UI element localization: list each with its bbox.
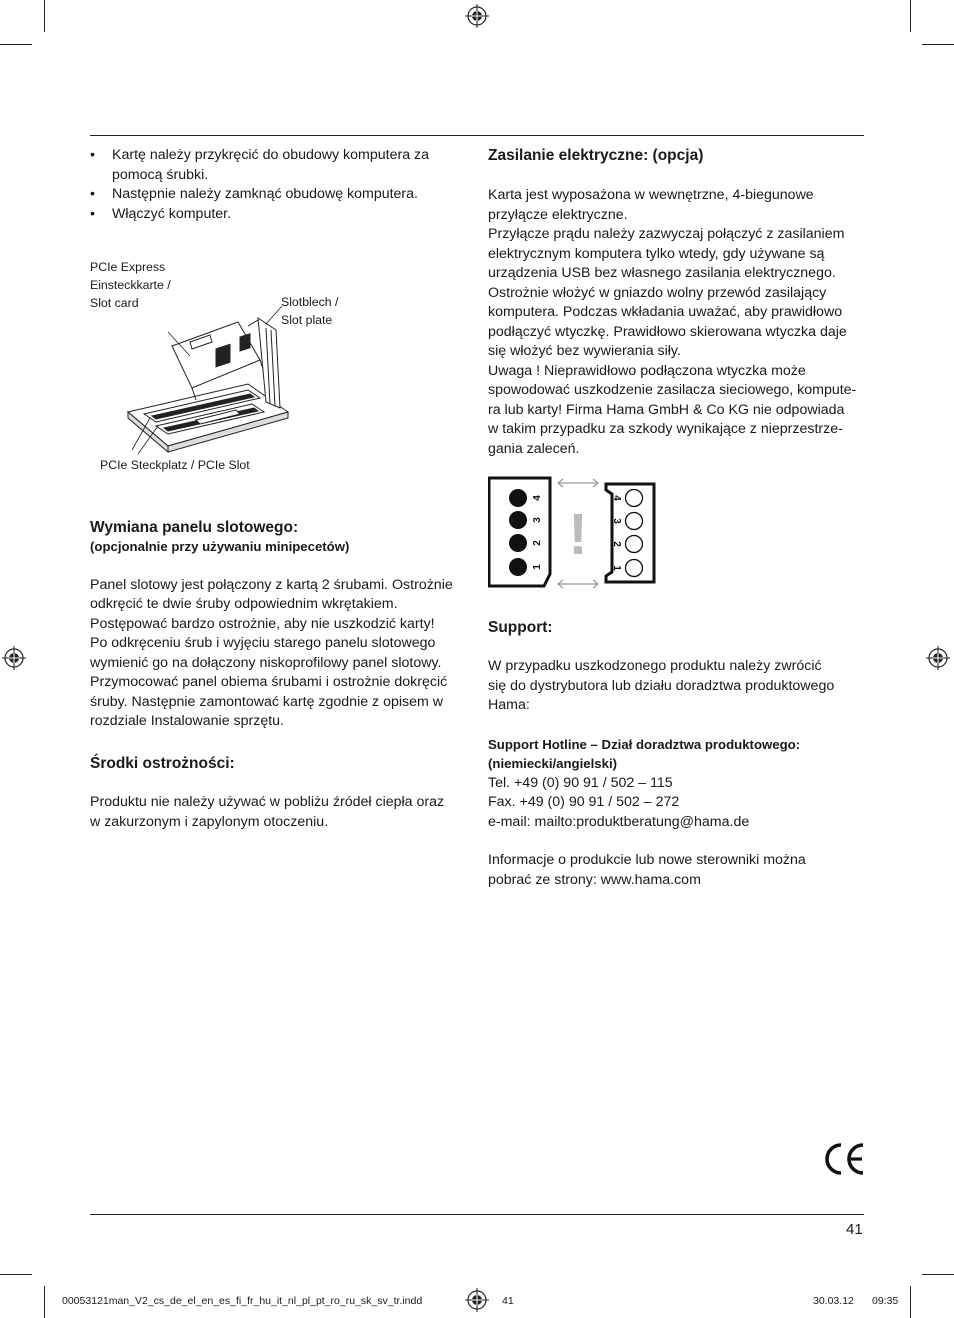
figure-label-line: Slotblech / [281,295,339,309]
crop-mark [922,44,954,45]
section-subheading: (opcjonalnie przy używaniu minipecetów) [90,539,350,554]
section-body [90,576,470,732]
section-heading: Support: [488,619,553,636]
figure-label-line: Einsteckkarte / [90,278,171,292]
text-line: Informacje o produkcie lub nowe sterowniki można [488,852,806,868]
bullet-item: • Następnie należy zamknąć obudowę komputera. [90,185,460,205]
pin-empty-icon [626,560,643,577]
text-line: Przyłącze prądu należy zazwyczaj połączyć z zasilaniem [488,226,845,242]
pin-filled-icon [509,511,527,529]
hotline-heading [488,735,878,774]
text-line: Po odkręceniu śrub i wyjęciu starego panelu slotowego [90,635,436,651]
email-address: e-mail: mailto:produktberatung@hama.de [488,813,750,830]
text-line: Karta jest wyposażona w wewnętrzne, 4-biegunowe [488,187,814,203]
section-heading: Zasilanie elektryczne: (opcja) [488,147,704,164]
left-column-bullets [90,146,460,224]
slug-time: 09:35 [872,1295,899,1307]
registration-mark-icon [2,646,26,670]
section-heading: Wymiana panelu slotowego: [90,519,299,536]
section-body [90,793,470,832]
bullet-item: • Włączyć komputer. [90,205,460,225]
figure-label-line: Slot plate [281,313,333,327]
section-body [488,186,868,459]
pin-label: 2 [611,541,622,547]
registration-mark-icon [465,1288,489,1312]
text-line: wymienić go na dołączony niskoprofilowy panel slotowy. [90,654,442,671]
pin-label: 2 [532,540,543,546]
text-line: pobrać ze strony: www.hama.com [488,871,701,888]
crop-mark [910,0,911,32]
text-line: gania zaleceń. [488,440,580,457]
text-line: w takim przypadku za szkody wynikające z nieprzestrze- [488,421,843,437]
power-connector-diagram [488,476,660,590]
figure-label-line: PCIe Express [90,260,166,274]
info-text [488,851,878,890]
text-line: komputera. Podczas wkładania uważać, aby prawidłowo [488,304,843,320]
text-line: Hama: [488,697,530,713]
crop-mark [922,1274,954,1275]
top-rule [90,135,864,136]
page-number: 41 [846,1221,863,1238]
pin-label: 3 [532,517,543,523]
text-line: Ostrożnie włożyć w gniazdo wolny przewód zasilający [488,284,827,301]
text-line: ra lub karty! Firma Hama GmbH & Co KG nie odpowiada [488,401,845,418]
pin-empty-icon [626,490,643,507]
pin-label: 1 [532,564,543,570]
pin-label: 4 [532,495,543,501]
text-line: spowodować uszkodzenie zasilacza sieciowego, kompute- [488,382,857,398]
section-slot-panel [90,518,470,732]
crop-mark [0,1274,32,1275]
text-line: przyłącze elektryczne. [488,206,628,223]
pcie-card-illustration [120,300,300,460]
text-line: się włożyć bez wywierania siły. [488,343,681,359]
crop-mark [910,1286,911,1318]
bottom-rule [90,1214,864,1215]
section-power [488,146,868,459]
slug-page: 41 [502,1295,514,1307]
crop-mark [44,0,45,32]
pin-empty-icon [626,513,643,530]
pin-label: 3 [611,518,622,524]
pin-empty-icon [626,536,643,553]
section-heading: Środki ostrożności: [90,755,235,772]
registration-mark-icon [926,646,950,670]
hotline-heading-line: Support Hotline – Dział doradztwa produktowego: [488,736,801,752]
bullet-item: • Kartę należy przykręcić do obudowy komputera za pomocą śrubki. [90,146,460,185]
ce-mark-icon [822,1142,866,1176]
text-line: elektrycznym komputera tylko wtedy, gdy używane są [488,245,825,262]
section-precautions [90,754,470,832]
crop-mark [0,44,32,45]
text-line: urządzenia USB bez własnego zasilania elektrycznego. [488,265,836,281]
text-line: śruby. Następnie zamontować kartę zgodnie z opisem w [90,693,444,710]
text-line: Postępować bardzo ostrożnie, aby nie uszkodzić karty! [90,615,435,632]
text-line: w zakurzonym i zapylonym otoczeniu. [90,813,329,830]
fax-number: Fax. +49 (0) 90 91 / 502 – 272 [488,794,680,810]
warning-mark-icon: ! [568,502,588,567]
text-line: rozdziale Instalowanie sprzętu. [90,713,284,729]
slug-filename: 00053121man_V2_cs_de_el_en_es_fi_fr_hu_it_nl_pl_pt_ro_ru_sk_sv_tr.indd [62,1295,423,1307]
pin-filled-icon [509,534,527,552]
pin-label: 4 [611,495,622,501]
phone-number: Tel. +49 (0) 90 91 / 502 – 115 [488,774,673,791]
text-line: Panel slotowy jest połączony z kartą 2 śrubami. Ostrożnie [90,576,453,593]
pin-filled-icon [509,489,527,507]
registration-mark-icon [465,4,489,28]
pin-filled-icon [509,558,527,576]
crop-mark [44,1286,45,1318]
text-line: odkręcić te dwie śruby odpowiednim wkrętakiem. [90,596,398,612]
figure-label-slot: PCIe Steckplatz / PCIe Slot [100,458,250,472]
contact-details [488,774,878,833]
hotline-heading-line: (niemiecki/angielski) [488,756,617,771]
slug-date: 30.03.12 [813,1295,854,1307]
section-support [488,618,878,890]
text-line: W przypadku uszkodzonego produktu należy zwrócić [488,658,822,674]
text-line: Produktu nie należy używać w pobliżu źródeł ciepła oraz [90,794,445,810]
pin-label: 1 [611,565,622,571]
text-line: Uwaga ! Nieprawidłowo podłączona wtyczka może [488,362,806,379]
section-body [488,657,878,716]
figure-label-line: Slot card [90,296,139,310]
text-line: podłączyć wtyczkę. Prawidłowo skierowana wtyczka daje [488,323,847,340]
text-line: się do dystrybutora lub działu doradztwa produktowego [488,677,835,694]
text-line: Przymocować panel obiema śrubami i ostrożnie dokręcić [90,674,448,690]
